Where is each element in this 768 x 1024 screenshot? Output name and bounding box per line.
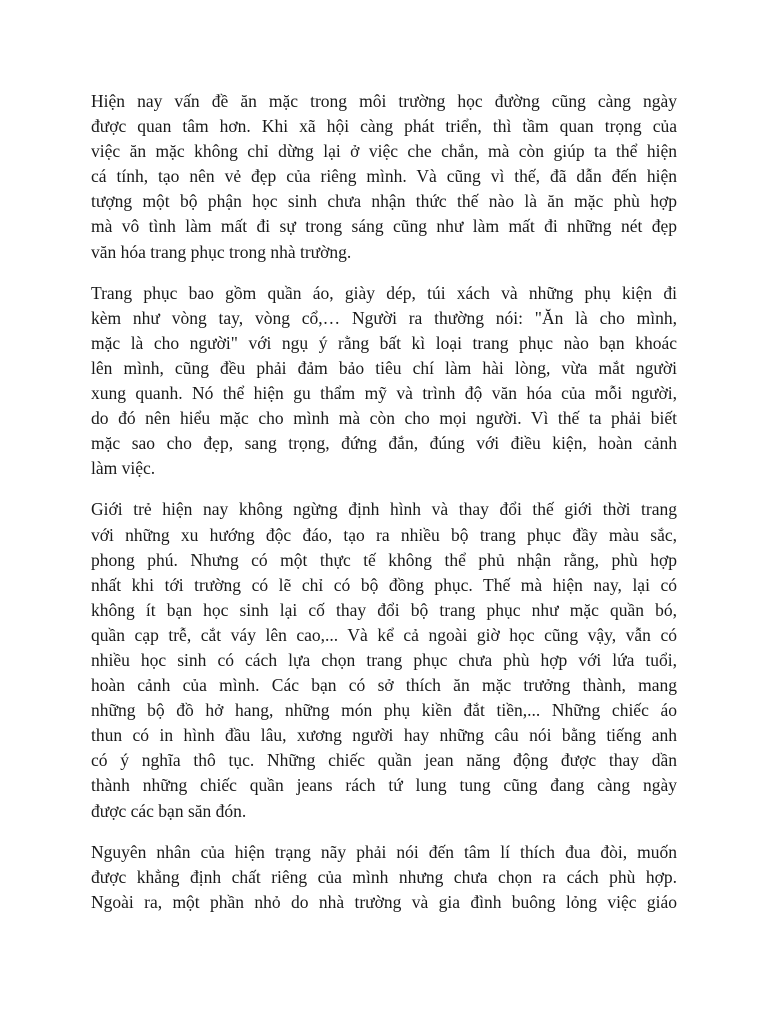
paragraph-line: được các bạn săn đón. [91, 800, 247, 821]
paragraph-line: Giới trẻ hiện nay không ngừng định hình và thay đổi thế giới thời trang [91, 499, 677, 520]
paragraph-line: quần cạp trễ, cắt váy lên cao,... Và kể cả ngoài giờ học cũng vậy, vẫn có [91, 624, 677, 645]
paragraph-line: do đó nên hiểu mặc cho mình mà còn cho mọi người. Vì thế ta phải biết [91, 408, 677, 429]
paragraph-line: lên mình, cũng đều phải đảm bảo tiêu chí làm hài lòng, vừa mắt người [91, 357, 677, 378]
document-body [91, 89, 677, 915]
paragraph-line: thành những chiếc quần jeans rách tứ lung tung cũng đang càng ngày [91, 775, 677, 796]
paragraph-line: thun có in hình đầu lâu, xương người hay những câu nói bằng tiếng anh [91, 725, 677, 746]
paragraph-line: được khẳng định chất riêng của mình nhưng chưa chọn ra cách phù hợp. [91, 866, 677, 887]
paragraph-line: Trang phục bao gồm quần áo, giày dép, túi xách và những phụ kiện đi [91, 282, 677, 303]
paragraph-line: việc ăn mặc không chỉ dừng lại ở việc che chắn, mà còn giúp ta thể hiện [91, 141, 677, 162]
paragraph-line: với những xu hướng độc đáo, tạo ra nhiều bộ trang phục đầy màu sắc, [91, 524, 677, 545]
paragraph-line: những bộ đồ hở hang, những món phụ kiền đắt tiền,... Những chiếc áo [91, 700, 677, 721]
paragraph-line: nhiều học sinh có cách lựa chọn trang phục chưa phù hợp với lứa tuổi, [91, 649, 677, 670]
body-paragraph [91, 840, 677, 915]
paragraph-line: văn hóa trang phục trong nhà trường. [91, 241, 352, 262]
paragraph-line: hoàn cảnh của mình. Các bạn có sở thích ăn mặc trưởng thành, mang [91, 675, 677, 696]
paragraph-line: mà vô tình làm mất đi sự trong sáng cũng như làm mất đi những nét đẹp [91, 216, 677, 237]
paragraph-line: mặc sao cho đẹp, sang trọng, đứng đắn, đúng với điều kiện, hoàn cảnh [91, 433, 677, 454]
body-paragraph [91, 281, 677, 482]
body-paragraph [91, 89, 677, 265]
paragraph-line: làm việc. [91, 458, 156, 479]
paragraph-line: xung quanh. Nó thể hiện gu thẩm mỹ và trình độ văn hóa của mỗi người, [91, 383, 677, 404]
paragraph-line: được quan tâm hơn. Khi xã hội càng phát triển, thì tầm quan trọng của [91, 116, 677, 137]
paragraph-line: Ngoài ra, một phần nhỏ do nhà trường và gia đình buông lỏng việc giáo [91, 891, 677, 912]
paragraph-line: phong phú. Nhưng có một thực tế không thể phủ nhận rằng, phù hợp [91, 549, 677, 570]
paragraph-line: kèm như vòng tay, vòng cổ,… Người ra thường nói: "Ăn là cho mình, [91, 307, 677, 328]
paragraph-line: mặc là cho người" với ngụ ý rằng bất kì loại trang phục nào bạn khoác [91, 332, 677, 353]
paragraph-line: tượng một bộ phận học sinh chưa nhận thức thế nào là ăn mặc phù hợp [91, 191, 677, 212]
paragraph-line: Nguyên nhân của hiện trạng nãy phải nói đến tâm lí thích đua đòi, muốn [91, 841, 677, 862]
paragraph-line: có ý nghĩa thô tục. Những chiếc quần jean năng động được thay dần [91, 750, 677, 771]
paragraph-line: không ít bạn học sinh lại cố thay đổi bộ trang phục như mặc quần bó, [91, 599, 677, 620]
paragraph-line: Hiện nay vấn đề ăn mặc trong môi trường học đường cũng càng ngày [91, 91, 677, 111]
paragraph-line: cá tính, tạo nên vẻ đẹp của riêng mình. Và cũng vì thế, đã dẫn đến hiện [91, 166, 677, 187]
paragraph-line: nhất khi tới trường có lẽ chỉ có bộ đồng phục. Thế mà hiện nay, lại có [91, 574, 677, 595]
body-paragraph [91, 497, 677, 823]
